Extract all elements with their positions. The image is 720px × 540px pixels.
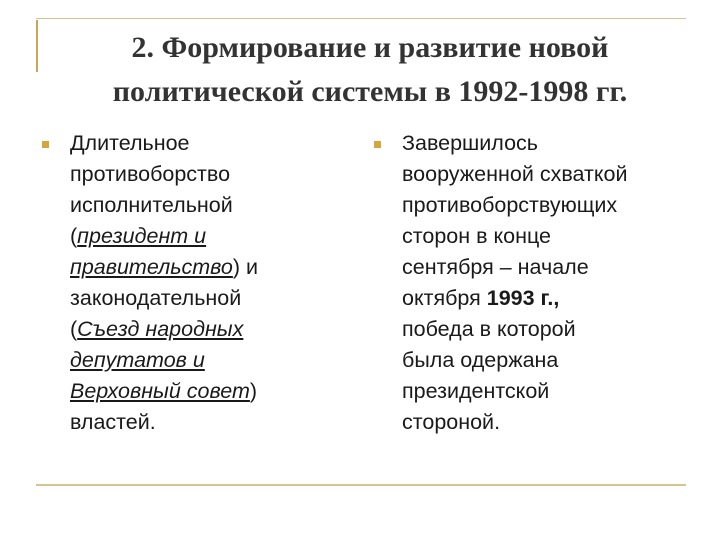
slide-title-line-2: политической системы в 1992-1998 гг. <box>112 75 628 108</box>
left-line <box>70 314 350 345</box>
right-line <box>402 283 692 314</box>
right-line: президентской <box>402 379 550 403</box>
bullet-icon <box>42 141 49 148</box>
paren: ) <box>232 255 241 279</box>
paren: ( <box>70 224 78 248</box>
left-line <box>70 221 350 252</box>
underlined-text: Съезд народных <box>77 317 244 341</box>
right-line: победа в которой <box>402 317 576 341</box>
bullet-icon <box>374 141 381 148</box>
underlined-text: президент и <box>77 224 207 248</box>
bottom-rule <box>36 484 686 486</box>
left-line: исполнительной <box>70 193 233 217</box>
left-line: законодательной <box>70 286 242 310</box>
left-line: властей. <box>70 410 156 434</box>
slide-title <box>40 26 700 114</box>
title-left-bar <box>36 20 38 72</box>
underlined-text: правительство <box>70 255 233 279</box>
conjunction: и <box>240 255 259 279</box>
left-line: противоборство <box>70 162 231 186</box>
right-line: противоборствующих <box>402 193 618 217</box>
paren: ) <box>249 379 258 403</box>
left-line: Длительное <box>70 131 190 155</box>
paren: ( <box>70 317 78 341</box>
left-line <box>70 252 350 283</box>
right-line: сентября – начале <box>402 255 589 279</box>
left-line <box>70 376 350 407</box>
right-line: сторон в конце <box>402 224 551 248</box>
right-column <box>402 128 692 438</box>
right-line: была одержана <box>402 348 559 372</box>
left-line <box>70 345 350 376</box>
right-line: вооруженной схваткой <box>402 162 628 186</box>
title-top-rule <box>36 18 686 19</box>
bold-date: 1993 г., <box>486 286 560 310</box>
slide-title-line-1: 2. Формирование и развитие новой <box>131 31 609 64</box>
right-line: стороной. <box>402 410 501 434</box>
underlined-text: депутатов и <box>70 348 205 372</box>
underlined-text: Верховный совет <box>70 379 250 403</box>
right-line: Завершилось <box>402 131 538 155</box>
left-column <box>70 128 350 438</box>
text: октября <box>402 286 487 310</box>
